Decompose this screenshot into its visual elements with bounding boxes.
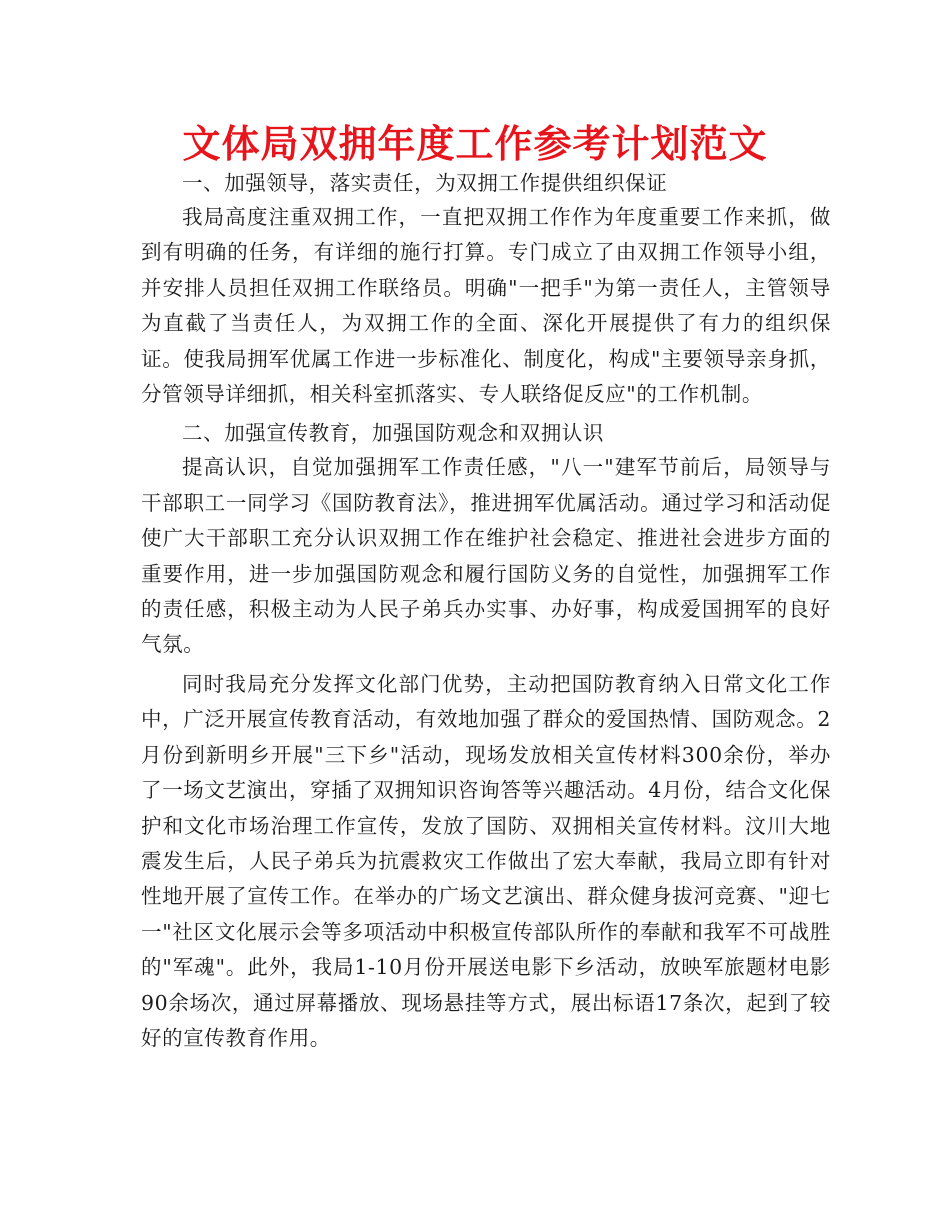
- section-heading-1: 一、加强领导，落实责任，为双拥工作提供组织保证: [182, 171, 668, 195]
- document-title: 文体局双拥年度工作参考计划范文: [182, 122, 768, 166]
- document-body: [141, 166, 831, 1056]
- section-2-paragraph-1: 提高认识，自觉加强拥军工作责任感，"八一"建军节前后，局领导与干部职工一同学习《国防教育法》，推进拥军优属活动。通过学习和活动促使广大干部职工充分认识双拥工作在维护社会稳定、推进社会进步方面的重要作用，进一步加强国防观念和履行国防义务的自觉性，加强拥军工作的责任感，积极主动为人民子弟兵办实事、办好事，构成爱国拥军的良好气氛。: [141, 455, 831, 657]
- section-2-paragraph-2: 同时我局充分发挥文化部门优势，主动把国防教育纳入日常文化工作中，广泛开展宣传教育活动，有效地加强了群众的爱国热情、国防观念。2月份到新明乡开展"三下乡"活动，现场发放相关宣传材料300余份，举办了一场文艺演出，穿插了双拥知识咨询答等兴趣活动。4月份，结合文化保护和文化市场治理工作宣传，发放了国防、双拥相关宣传材料。汶川大地震发生后，人民子弟兵为抗震救灾工作做出了宏大奉献，我局立即有针对性地开展了宣传工作。在举办的广场文艺演出、群众健身拔河竞赛、"迎七一"社区文化展示会等多项活动中积极宣传部队所作的奉献和我军不可战胜的"军魂"。此外，我局1-10月份开展送电影下乡活动，放映军旅题材电影90余场次，通过屏幕播放、现场悬挂等方式，展出标语17条次，起到了较好的宣传教育作用。: [141, 671, 831, 1050]
- section-1-paragraph-1: 我局高度注重双拥工作，一直把双拥工作作为年度重要工作来抓，做到有明确的任务，有详细的施行打算。专门成立了由双拥工作领导小组，并安排人员担任双拥工作联络员。明确"一把手"为第一责任人，主管领导为直截了当责任人，为双拥工作的全面、深化开展提供了有力的组织保证。使我局拥军优属工作进一步标准化、制度化，构成"主要领导亲身抓，分管领导详细抓，相关科室抓落实、专人联络促反应"的工作机制。: [141, 205, 831, 407]
- section-heading-2: 二、加强宣传教育，加强国防观念和双拥认识: [182, 421, 604, 446]
